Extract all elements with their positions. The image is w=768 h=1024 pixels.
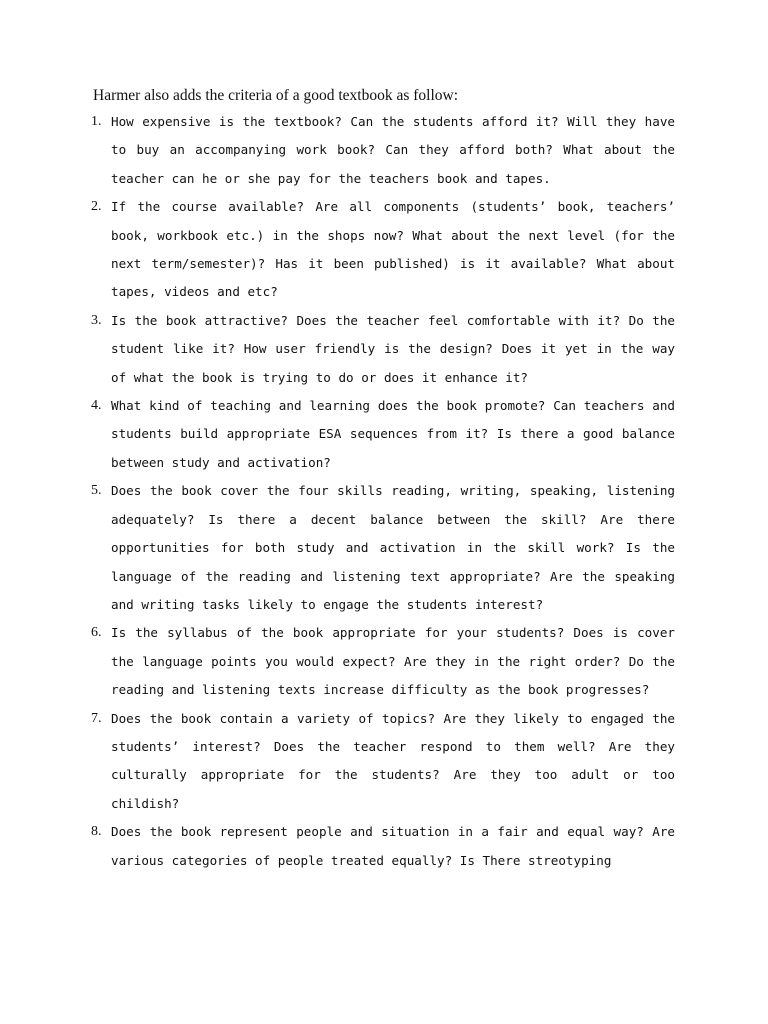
criteria-item xyxy=(91,108,675,193)
criteria-number: 1. xyxy=(91,114,102,129)
criteria-number: 4. xyxy=(91,398,102,414)
criteria-item xyxy=(91,818,675,875)
criteria-text: Does the book represent people and situation in a fair and equal way? Are various categories of people treated equally? Is There streotyping xyxy=(111,824,675,868)
criteria-item xyxy=(91,307,675,392)
criteria-number: 2. xyxy=(91,199,102,215)
criteria-number: 5. xyxy=(91,483,102,499)
criteria-number: 6. xyxy=(91,625,102,641)
criteria-number: 7. xyxy=(91,710,102,726)
criteria-text: Is the book attractive? Does the teacher feel comfortable with it? Do the student like it? How user friendly is the design? Does it yet in the way of what the book is trying to do or does it enhance it? xyxy=(111,312,675,385)
criteria-item xyxy=(91,619,675,704)
criteria-text: Does the book contain a variety of topics? Are they likely to engaged the students’ interest? Does the teacher respond to them well? Are they culturally appropriate for the students? Are they too adult or too childish? xyxy=(111,710,675,811)
criteria-text: Is the syllabus of the book appropriate for your students? Does is cover the language points you would expect? Are they in the right order? Do the reading and listening texts increase difficulty as the book progresses? xyxy=(111,625,675,698)
criteria-text: Does the book cover the four skills reading, writing, speaking, listening adequately? Is there a decent balance between the skill? Are there opportunities for both study and activation in the skill work? Is the language of the reading and listening text appropriate? Are the speaking and writing tasks likely to engage the students interest? xyxy=(111,483,675,612)
criteria-text: If the course available? Are all components (students’ book, teachers’ book, workbook etc.) in the shops now? What about the next level (for the next term/semester)? Has it been published) is it available? What about tapes, videos and etc? xyxy=(111,199,675,300)
intro-paragraph: Harmer also adds the criteria of a good textbook as follow: xyxy=(93,87,458,104)
criteria-text: What kind of teaching and learning does the book promote? Can teachers and students build appropriate ESA sequences from it? Is there a good balance between study and activation? xyxy=(111,398,675,470)
criteria-item xyxy=(91,193,675,307)
criteria-item xyxy=(91,392,675,477)
criteria-number: 3. xyxy=(91,312,102,328)
criteria-list xyxy=(91,108,675,875)
criteria-item xyxy=(91,477,675,619)
criteria-item xyxy=(91,705,675,819)
criteria-number: 8. xyxy=(91,824,102,840)
criteria-text: How expensive is the textbook? Can the students afford it? Will they have to buy an accompanying work book? Can they afford both? What about the teacher can he or she pay for the teachers book and tapes. xyxy=(111,114,675,186)
